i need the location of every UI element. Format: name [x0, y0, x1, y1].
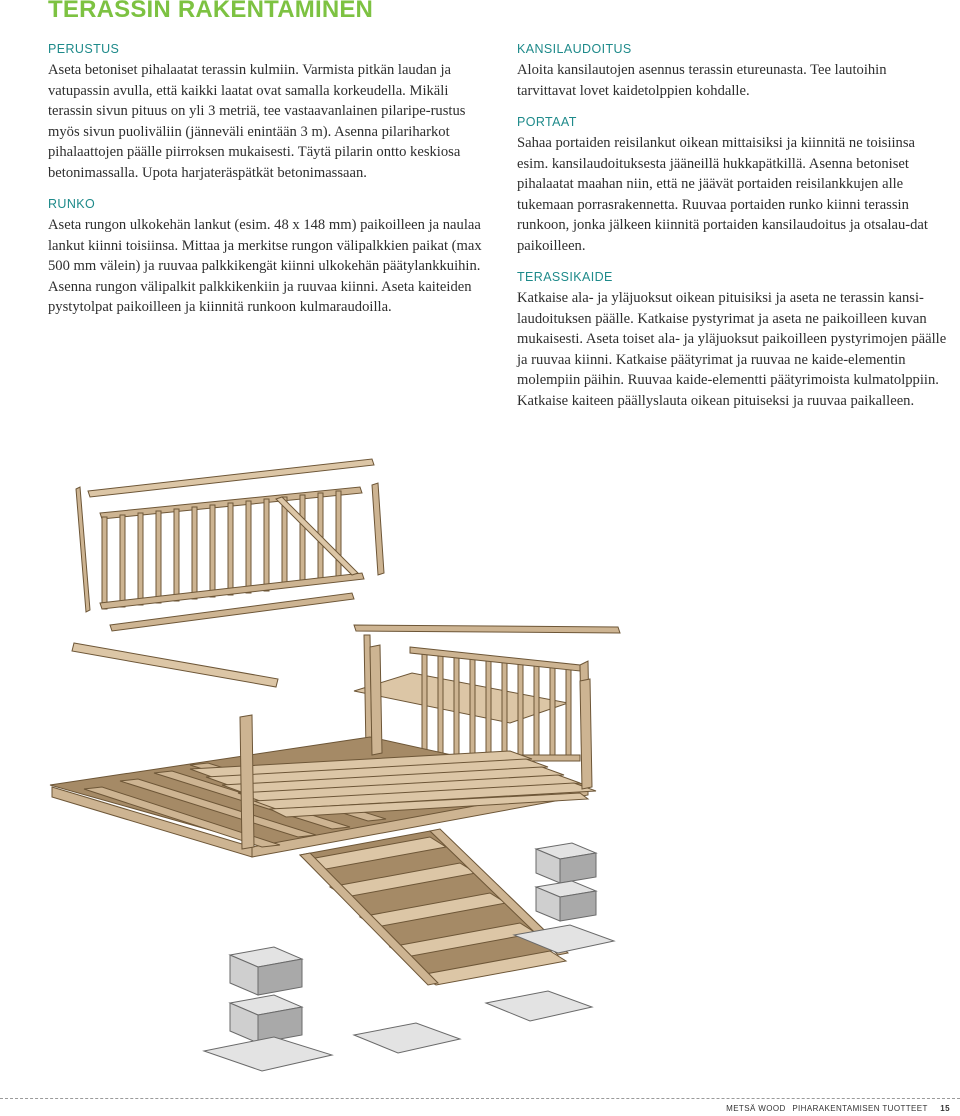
section-heading: PORTAAT — [517, 115, 577, 129]
concrete-pillar-left — [204, 947, 332, 1071]
concrete-pillar-right — [514, 843, 614, 953]
section-heading: TERASSIKAIDE — [517, 270, 613, 284]
page-title: TERASSIN RAKENTAMINEN — [48, 0, 374, 23]
section-perustus — [48, 42, 496, 183]
section-heading: PERUSTUS — [48, 42, 120, 56]
page-number: 15 — [940, 1104, 950, 1113]
section-portaat — [517, 115, 949, 256]
section-runko — [48, 197, 496, 318]
step-paving-slabs — [354, 991, 592, 1053]
left-column — [48, 42, 496, 332]
stairs — [300, 829, 568, 985]
page-footer — [726, 1104, 950, 1113]
terrace-exploded-illustration — [40, 455, 950, 1075]
footer-brand: METSÄ WOOD — [726, 1104, 786, 1113]
section-text: Aseta rungon ulkokehän lankut (esim. 48 x 148 mm) paikoilleen ja naulaa lankut kiinni toisiinsa. Mittaa ja merkitse rungon välipalkkien paikat (max 500 mm välein) ja ruuvaa palkkikengät kiinni ulkokehän päätylankkuihin. Asenna rungon välipalkit palkkikenkiin ja ruuvaa kiinni. Aseta kaiteiden pystytolpat paikoilleen ja kiinnitä runkoon kulmaraudoilla. — [48, 217, 482, 315]
section-heading: KANSILAUDOITUS — [517, 42, 632, 56]
section-text: Katkaise ala- ja yläjuoksut oikean pituisiksi ja aseta ne terassin kansi-laudoituksen päälle. Katkaise pystyrimat ja aseta ne paikoilleen kuvan mukaisesti. Aseta toiset ala- ja yläjuoksut paikoilleen pystyrimojen päälle ja ruuvaa kiinni. Katkaise päätyrimat ja ruuvaa ne kaide-elementin molempiin päihin. Ruuvaa kaide-elementti päätyrimoista kulmatolppiin. Katkaise kaiteen päällyslauta oikean pituiseksi ja ruuvaa paikalleen. — [517, 290, 947, 409]
section-terassikaide — [517, 270, 949, 411]
footer-divider — [0, 1098, 960, 1099]
footer-publication: PIHARAKENTAMISEN TUOTTEET — [792, 1104, 928, 1113]
exploded-railing — [76, 459, 384, 631]
section-text: Sahaa portaiden reisilankut oikean mittaisiksi ja kiinnitä ne toisiinsa esim. kansilaudoituksesta jääneillä hukkapätkillä. Asenna betoniset pihalaatat maahan niin, että ne jäävät portaiden reisilankkujen alle tukemaan porrasrakennetta. Ruuvaa portaiden runko kiinni terassin runkoon, jonka jälkeen kiinnitä portaiden kansilaudoitus ja otsalau-dat paikoilleen. — [517, 135, 928, 254]
section-text: Aloita kansilautojen asennus terassin etureunasta. Tee lautoihin tarvittavat lovet kaidetolppien kohdalle. — [517, 62, 887, 99]
right-column — [517, 42, 949, 425]
section-kansilaudoitus — [517, 42, 949, 101]
section-text: Aseta betoniset pihalaatat terassin kulmiin. Varmista pitkän laudan ja vatupassin avulla, että kaikki laatat ovat samalla korkeudella. Mikäli terassin sivun pituus on yli 3 metriä, tee vastaavanlainen pilaripe-rustus myös sivun puoliväliin (jänneväli enintään 3 m). Asenna pilariharkot pihalaattojen päälle piirroksen mukaisesti. Täytä pilarin ontto keskiosa betonimassalla. Upota harjateräspätkät betonimassaan. — [48, 62, 466, 181]
loose-handrail — [72, 643, 278, 687]
section-heading: RUNKO — [48, 197, 96, 211]
